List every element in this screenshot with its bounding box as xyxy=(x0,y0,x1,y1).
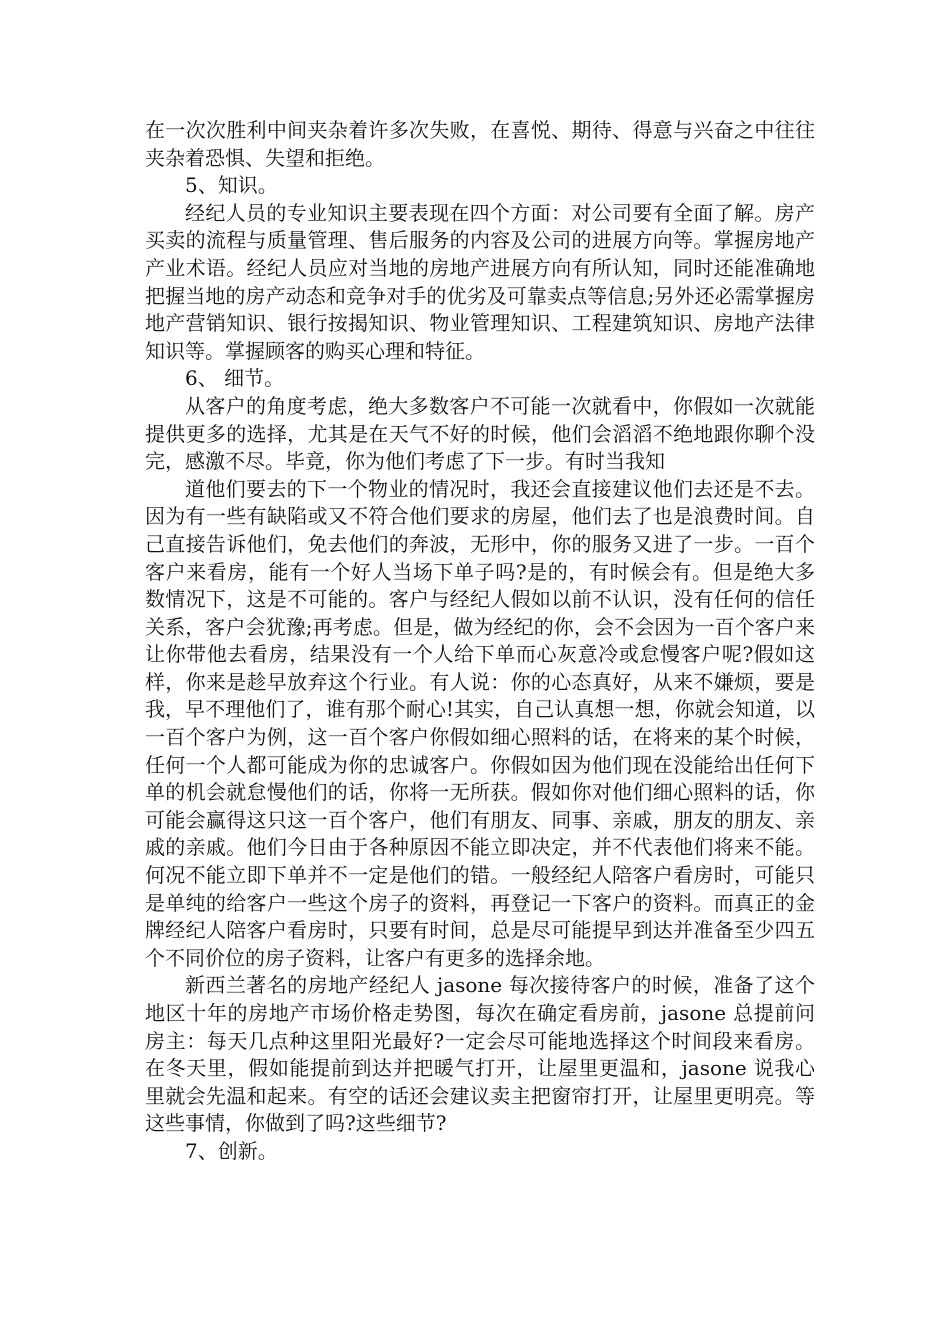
section-heading-details: 6、 细节。 xyxy=(185,366,285,391)
document-body xyxy=(145,117,815,1166)
paragraph-knowledge: 经纪人员的专业知识主要表现在四个方面：对公司要有全面了解。房产买卖的流程与质量管理、售后服务的内容及公司的进展方向等。掌握房地产产业术语。经纪人员应对当地的房地产进展方向有所认知，同时还能准确地把握当地的房产动态和竞争对手的优劣及可靠卖点等信息;另外还必需掌握房地产营销知识、银行按揭知识、物业管理知识、工程建筑知识、房地产法律知识等。掌握顾客的购买心理和特征。 xyxy=(145,200,815,363)
paragraph-details-2: 道他们要去的下一个物业的情况时，我还会直接建议他们去还是不去。因为有一些有缺陷或又不符合他们要求的房屋，他们去了也是浪费时间。自己直接告诉他们，免去他们的奔波，无形中，你的服务又进了一步。一百个客户来看房，能有一个好人当场下单子吗?是的，有时候会有。但是绝大多数情况下，这是不可能的。客户与经纪人假如以前不认识，没有任何的信任关系，客户会犹豫;再考虑。但是，做为经纪的你，会不会因为一百个客户来让你带他去看房，结果没有一个人给下单而心灰意冷或怠慢客户呢?假如这样，你来是趁早放弃这个行业。有人说：你的心态真好，从来不嫌烦，要是我，早不理他们了，谁有那个耐心!其实，自己认真想一想，你就会知道，以一百个客户为例，这一百个客户你假如细心照料的话，在将来的某个时候，任何一个人都可能成为你的忠诚客户。你假如因为他们现在没能给出任何下单的机会就怠慢他们的话，你将一无所获。假如你对他们细心照料的话，你可能会赢得这只这一百个客户，他们有朋友、同事、亲戚，朋友的朋友、亲戚的亲戚。他们今日由于各种原因不能立即决定，并不代表他们将来不能。何况不能立即下单并不一定是他们的错。一般经纪人陪客户看房时，可能只是单纯的给客户一些这个房子的资料，再登记一下客户的资料。而真正的金牌经纪人陪客户看房时，只要有时间，总是尽可能提早到达并准备至少四五个不同价位的房子资料，让客户有更多的选择余地。 xyxy=(145,476,815,970)
section-heading-innovation: 7、创新。 xyxy=(185,1138,278,1163)
paragraph-jasone-example: 新西兰著名的房地产经纪人 jasone 每次接待客户的时候，准备了这个地区十年的房地产市场价格走势图，每次在确定看房前，jasone 总提前问房主：每天几点种这里阳光最好?一定会尽可能地选择这个时间段来看房。在冬天里，假如能提前到达并把暖气打开，让屋里更温和，jasone 说我心里就会先温和起来。有空的话还会建议卖主把窗帘打开，让屋里更明亮。等这些事情，你做到了吗?这些细节? xyxy=(145,973,815,1136)
paragraph-continuation: 在一次次胜利中间夹杂着许多次失败，在喜悦、期待、得意与兴奋之中往往夹杂着恐惧、失望和拒绝。 xyxy=(145,118,815,170)
section-heading-knowledge: 5、知识。 xyxy=(185,173,278,198)
paragraph-details-1: 从客户的角度考虑，绝大多数客户不可能一次就看中，你假如一次就能提供更多的选择，尤其是在天气不好的时候，他们会滔滔不绝地跟你聊个没完，感激不尽。毕竟，你为他们考虑了下一步。有时当我知 xyxy=(145,393,815,474)
